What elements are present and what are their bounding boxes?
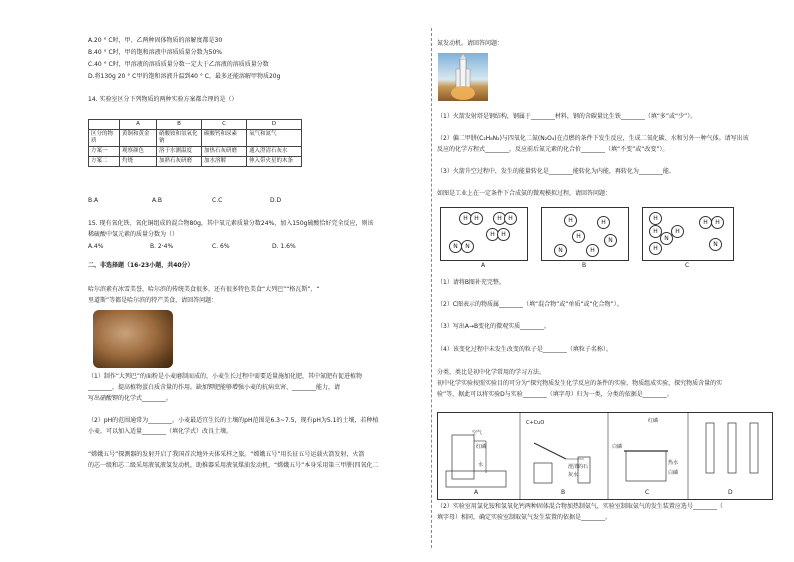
table-row: [89, 147, 302, 157]
q19-intro-2: 初中化学实验按照实验目的可分为“探究物质发生化学反应的条件的实验，物质组成实验，探究物质含量的实: [437, 380, 723, 387]
apparatus-label-hot-water: 热水: [668, 460, 679, 466]
hydrogen-atom-icon: H: [711, 216, 724, 229]
q16-s2a: （2）pH的范围通常为________。小麦最适宜生长的土壤的pH范围是6.3~7.5，现有pH为5.1的土壤，若种植: [88, 417, 379, 424]
hydrogen-atom-icon: H: [470, 212, 483, 225]
table-cell: [89, 120, 120, 130]
table-cell: 加熟石灰研磨: [157, 157, 202, 167]
hydrogen-atom-icon: H: [493, 212, 506, 225]
q15-option: C. 6%: [212, 243, 230, 250]
apparatus-label-white-phosphorus: 白磷: [612, 444, 623, 450]
hydrogen-atom-icon: H: [486, 228, 499, 241]
q18-stem: 如图是工业上在一定条件下合成氨的微观模拟过程，请回答问题：: [437, 190, 612, 197]
molecule-label-a: A: [481, 262, 486, 269]
apparatus-label-limewater: 澄清的石灰水: [568, 464, 589, 478]
table-cell: 加水溶解: [202, 157, 247, 167]
section-title: 二、非选择题（16-23小题，共40分）: [88, 262, 194, 269]
q18-s1: （1）请将B图补充完整。: [437, 279, 505, 286]
bread-image: [93, 310, 173, 368]
apparatus-label-b: B: [561, 489, 566, 496]
q17-s1: （1）火箭发射塔是钢结构，钢属于________材料，钢的含碳量比生铁________（填“多”或“少”）。: [437, 113, 697, 120]
apparatus-label-c-cuo: C+CuO: [526, 420, 545, 426]
nitrogen-atom-icon: N: [461, 240, 474, 253]
q13-option-b: B.40 ° C时，甲的饱和溶液中溶质质量分数为50%: [88, 49, 222, 56]
apparatus-label-c: C: [645, 489, 650, 496]
molecule-box-b: [541, 207, 629, 261]
q17-s2a: （2）偏二甲肼(C₂H₈N₂)与四氧化二氮(N₂O₄)在点燃的条件下发生反应，生成二氧化碳、水和另外一种气体。请写出该: [437, 135, 749, 142]
table-cell: A: [120, 120, 157, 130]
rocket-icon: [438, 53, 488, 101]
apparatus-label-red-phosphorus-c: 红磷: [648, 418, 659, 424]
table-cell: 氧气和氮气: [247, 130, 302, 147]
q17-intro-3: 氮发动机。请回答问题：: [437, 40, 504, 47]
column-divider: [431, 28, 432, 548]
q14-option: C.C: [212, 197, 223, 204]
table-cell: B: [157, 120, 202, 130]
nitrogen-atom-icon: N: [554, 244, 567, 257]
q18-s3: （3）写出A→B变化的微观实质________。: [437, 323, 551, 330]
table-cell: 碳酸钙和尿素: [202, 130, 247, 147]
hydrogen-atom-icon: H: [504, 212, 517, 225]
q16-s1c: 写出硝酸钾的化学式________。: [88, 395, 173, 402]
nitrogen-atom-icon: N: [449, 240, 462, 253]
q17-intro-2: 的芯一级和芯二级采用液氧液氢发动机，助推器采用液氧煤油发动机，“嫦娥五号”本身采用第三甲肼(四氧化二: [88, 462, 379, 469]
q17-s2b: 反应的化学方程式________，反应前后氮元素的化合价________（填“不变”或“改变”）。: [437, 146, 669, 153]
hydrogen-atom-icon: H: [586, 244, 599, 257]
q13-option-d: D.将130g 20 ° C甲的饱和溶液升温到40 ° C，最多还能溶解甲物质20g: [88, 73, 281, 80]
apparatus-label-a: A: [474, 489, 479, 496]
table-cell: C: [202, 120, 247, 130]
q13-option-c: C.40 ° C时，甲溶液的溶质质量分数一定大于乙溶液的溶质质量分数: [88, 61, 269, 68]
table-cell: 通入澄清石灰水: [247, 147, 302, 157]
q14-stem: 14. 实验室区分下列物质的两种实验方案都合理的是（）: [88, 96, 238, 103]
q14-table: [88, 119, 302, 167]
table-cell: 硝酸铵和氢氧化钠: [157, 130, 202, 147]
hydrogen-atom-icon: H: [649, 242, 662, 255]
q14-option: B.A: [88, 197, 99, 204]
hydrogen-atom-icon: H: [497, 228, 510, 241]
molecule-label-b: B: [582, 262, 587, 269]
hydrogen-atom-icon: H: [564, 214, 577, 227]
q15-option: D. 1.6%: [272, 243, 296, 250]
hydrogen-atom-icon: H: [649, 225, 662, 238]
apparatus-label-air: 空气: [472, 430, 483, 436]
q15-option: B. 2·4%: [150, 243, 174, 250]
table-cell: 加热石灰研磨: [202, 147, 247, 157]
hydrogen-atom-icon: H: [671, 225, 684, 238]
apparatus-label-red-phosphorus: 红磷: [476, 444, 487, 450]
q15-line-2: 稀硫酸中氢元素的质量分数为（）: [88, 231, 179, 238]
table-cell: 溶于水测温度: [157, 147, 202, 157]
table-cell: 伸入带火星的木条: [247, 157, 302, 167]
q19-s2a: （2）实验室用氯化铵和氢氧化钙两种固体混合物加热制氨气，实验室制取氨气的发生装置应选号________（: [437, 503, 723, 510]
table-cell: D: [247, 120, 302, 130]
apparatus-drawing: [438, 413, 772, 499]
molecule-label-c: C: [685, 262, 690, 269]
table-row: [89, 130, 302, 147]
apparatus-label-white-phosphorus-2: 白磷: [668, 470, 679, 476]
q19-intro-3: 验”等，据此可以将实验D与实验________（填字母）归为一类，分类的依据是________。: [437, 391, 673, 398]
molecule-box-c: [642, 207, 734, 261]
table-cell: 观察颜色: [120, 147, 157, 157]
q15-line-1: 15. 现有氧化铁、氧化铜组成的混合物80g，其中氧元素质量分数24%，加入150g硫酸恰好完全反应，则该: [88, 220, 374, 227]
q16-s1a: （1）制作“大列巴”的面粉是小麦磨制而成的，小麦生长过程中需要适量施加化肥，其中氮肥有促进植物: [88, 373, 363, 380]
molecule-box-a: [440, 207, 528, 261]
nitrogen-atom-icon: N: [660, 232, 673, 245]
q16-s2b: 小麦，可以加入适量________（填化学式）改良土壤。: [88, 428, 233, 435]
q17-intro-1: “嫦娥五号”探测器的发射开启了我国首次地外天体采样之旅。“嫦娥五号”用长征五号运载火箭发射，火箭: [88, 451, 365, 458]
table-cell: 灼烧: [120, 157, 157, 167]
q18-s4: （4）该变化过程中未发生改变的粒子是________（填粒子名称）。: [437, 346, 612, 353]
apparatus-diagram: [437, 412, 773, 500]
q19-intro-1: 分类、类比是初中化学常用的学习方法。: [437, 369, 546, 376]
nitrogen-atom-icon: N: [709, 238, 722, 251]
q17-s3: （3）火箭升空过程中，发生的能量转化是________能转化为内能，再转化为________能。: [437, 168, 675, 175]
apparatus-label-d: D: [728, 489, 733, 496]
q18-s2: （2）C图表示的物质属________（填“混合物”或“单质”或“化合物”）。: [437, 301, 623, 308]
table-row: [89, 157, 302, 167]
hydrogen-atom-icon: H: [699, 216, 712, 229]
q14-option: A.B: [152, 197, 163, 204]
nitrogen-atom-icon: N: [604, 234, 617, 247]
q14-option: D.D: [270, 197, 282, 204]
table-row: [89, 120, 302, 130]
hydrogen-atom-icon: H: [459, 212, 472, 225]
q15-option: A.4%: [88, 243, 104, 250]
hydrogen-atom-icon: H: [572, 230, 585, 243]
table-cell: 方案二: [89, 157, 120, 167]
table-cell: 区分的物质: [89, 130, 120, 147]
q16-intro-1: 哈尔滨素有冰雪美誉，哈尔滨的传统美食很多，还有很多特色美食“大列巴”“格瓦斯”、“: [88, 286, 320, 293]
q13-option-a: A.20 ° C时，甲、乙两种固体物质的溶解度都是30: [88, 37, 223, 44]
table-cell: 黄铜和黄金: [120, 130, 157, 147]
q16-s1b: ________，提高植物蛋白质含量的作用。缺加钾肥能够增强小麦的抗病虫害、________能力，请: [88, 384, 341, 391]
hydrogen-atom-icon: H: [649, 212, 662, 225]
q19-s2b: 填字母）相同，确定实验室制取氨气发生装置的依据是________。: [437, 514, 612, 521]
rocket-image: [438, 53, 488, 101]
apparatus-label-water: 水: [478, 462, 484, 468]
table-cell: 方案一: [89, 147, 120, 157]
hydrogen-atom-icon: H: [597, 216, 610, 229]
q16-intro-2: 里道斯”等都是哈尔滨的特产美食，请回答问题：: [88, 297, 218, 304]
